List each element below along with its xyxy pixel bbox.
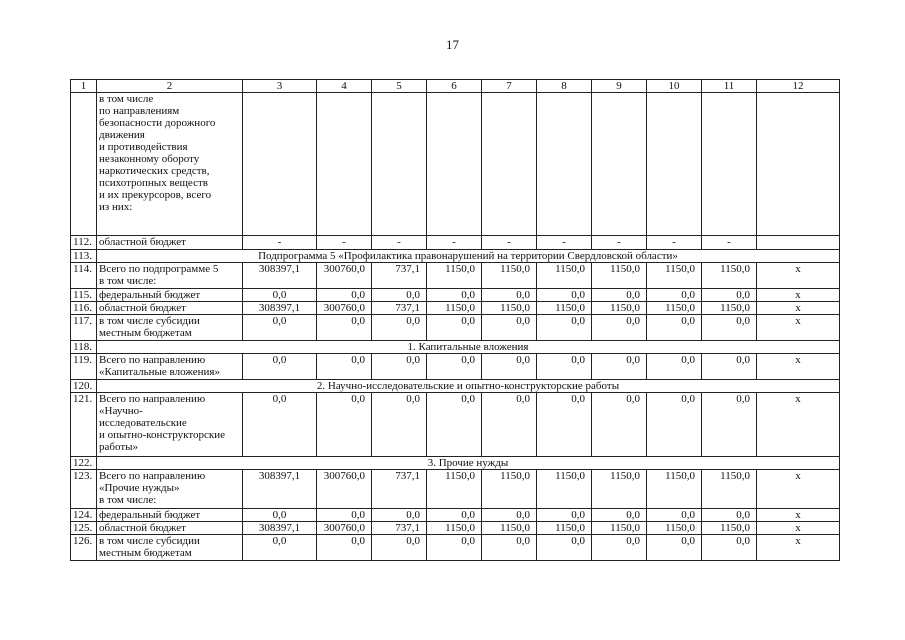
value-cell: 0,0 [317, 289, 372, 302]
value-cell: 1150,0 [427, 470, 482, 509]
value-cell: 1150,0 [592, 302, 647, 315]
page-number: 17 [446, 37, 459, 52]
section-row [71, 250, 840, 263]
section-row [71, 457, 840, 470]
row-number: 121. [71, 393, 97, 457]
value-cell [243, 93, 317, 236]
section-title: Подпрограмма 5 «Профилактика правонарушений на территории Свердловской области» [97, 250, 840, 263]
value-cell: 0,0 [427, 354, 482, 380]
value-cell: 0,0 [702, 393, 757, 457]
value-cell: 0,0 [592, 509, 647, 522]
value-cell [647, 93, 702, 236]
row-number: 115. [71, 289, 97, 302]
value-cell: 0,0 [482, 315, 537, 341]
value-cell: 0,0 [647, 509, 702, 522]
value-cell [317, 93, 372, 236]
value-cell: 300760,0 [317, 302, 372, 315]
value-cell: 308397,1 [243, 522, 317, 535]
value-cell: 0,0 [537, 509, 592, 522]
table-row [71, 470, 840, 509]
value-cell [702, 93, 757, 236]
row-number: 116. [71, 302, 97, 315]
note-cell: x [757, 470, 840, 509]
value-cell: - [647, 236, 702, 250]
row-number: 112. [71, 236, 97, 250]
row-label: Всего по направлению «Прочие нужды» в том числе: [97, 470, 243, 509]
value-cell [427, 93, 482, 236]
value-cell: 0,0 [482, 354, 537, 380]
value-cell: 1150,0 [647, 302, 702, 315]
value-cell: 0,0 [427, 535, 482, 561]
budget-table [70, 79, 840, 561]
value-cell: 0,0 [592, 315, 647, 341]
row-number: 119. [71, 354, 97, 380]
table-row [71, 302, 840, 315]
section-title: 3. Прочие нужды [97, 457, 840, 470]
value-cell: 0,0 [427, 315, 482, 341]
value-cell [592, 93, 647, 236]
value-cell: 737,1 [372, 302, 427, 315]
value-cell: 0,0 [372, 289, 427, 302]
row-number: 122. [71, 457, 97, 470]
value-cell: 1150,0 [537, 470, 592, 509]
value-cell: - [243, 236, 317, 250]
table-row [71, 393, 840, 457]
row-number: 124. [71, 509, 97, 522]
row-number: 126. [71, 535, 97, 561]
value-cell: 1150,0 [702, 263, 757, 289]
note-cell: x [757, 302, 840, 315]
row-label: Всего по подпрограмме 5 в том числе: [97, 263, 243, 289]
value-cell: 1150,0 [647, 522, 702, 535]
row-label: в том числе субсидии местным бюджетам [97, 315, 243, 341]
table-row [71, 509, 840, 522]
header-cell: 6 [427, 80, 482, 93]
value-cell: 1150,0 [592, 522, 647, 535]
value-cell: 1150,0 [702, 302, 757, 315]
note-cell: x [757, 354, 840, 380]
value-cell: 0,0 [427, 289, 482, 302]
header-cell: 8 [537, 80, 592, 93]
value-cell: 0,0 [372, 315, 427, 341]
section-title: 2. Научно-исследовательские и опытно-конструкторские работы [97, 380, 840, 393]
value-cell: - [592, 236, 647, 250]
value-cell: 0,0 [427, 509, 482, 522]
value-cell: 1150,0 [592, 263, 647, 289]
value-cell: 0,0 [537, 315, 592, 341]
value-cell: 0,0 [702, 535, 757, 561]
value-cell: 308397,1 [243, 470, 317, 509]
value-cell: 1150,0 [537, 302, 592, 315]
value-cell: 300760,0 [317, 263, 372, 289]
table-row [71, 535, 840, 561]
table-row [71, 522, 840, 535]
row-label: областной бюджет [97, 302, 243, 315]
value-cell: 308397,1 [243, 263, 317, 289]
table-row [71, 236, 840, 250]
table-row [71, 354, 840, 380]
value-cell: 0,0 [592, 393, 647, 457]
header-cell: 4 [317, 80, 372, 93]
value-cell: 0,0 [482, 535, 537, 561]
value-cell: 0,0 [702, 315, 757, 341]
header-cell: 12 [757, 80, 840, 93]
note-cell: x [757, 315, 840, 341]
section-row [71, 380, 840, 393]
section-title: 1. Капитальные вложения [97, 341, 840, 354]
value-cell: 0,0 [372, 535, 427, 561]
value-cell: 0,0 [243, 289, 317, 302]
note-cell: x [757, 535, 840, 561]
value-cell: 0,0 [243, 315, 317, 341]
row-label: областной бюджет [97, 522, 243, 535]
value-cell: 0,0 [537, 535, 592, 561]
value-cell: 308397,1 [243, 302, 317, 315]
value-cell [482, 93, 537, 236]
value-cell: 0,0 [482, 509, 537, 522]
value-cell: 1150,0 [647, 263, 702, 289]
value-cell: 1150,0 [537, 263, 592, 289]
value-cell: 0,0 [317, 315, 372, 341]
header-row [71, 80, 840, 93]
value-cell [537, 93, 592, 236]
note-cell: x [757, 263, 840, 289]
row-label: в том числе субсидии местным бюджетам [97, 535, 243, 561]
value-cell: - [702, 236, 757, 250]
header-cell: 7 [482, 80, 537, 93]
value-cell: - [372, 236, 427, 250]
value-cell: 0,0 [427, 393, 482, 457]
header-cell: 1 [71, 80, 97, 93]
note-cell [757, 93, 840, 236]
value-cell: 737,1 [372, 263, 427, 289]
value-cell: 0,0 [243, 354, 317, 380]
value-cell: 0,0 [702, 509, 757, 522]
value-cell: 0,0 [537, 289, 592, 302]
row-number [71, 93, 97, 236]
row-label: в том числе по направлениям безопасности дорожного движения и противодействия незаконному обороту наркотических средств, психотропных веществ и их прекурсоров, всего из них: [97, 93, 243, 236]
value-cell: 1150,0 [482, 302, 537, 315]
table-row [71, 93, 840, 236]
row-label: федеральный бюджет [97, 509, 243, 522]
row-number: 123. [71, 470, 97, 509]
note-cell: x [757, 509, 840, 522]
table-row [71, 263, 840, 289]
table-row [71, 289, 840, 302]
value-cell: 0,0 [647, 354, 702, 380]
value-cell: 1150,0 [427, 522, 482, 535]
value-cell: 0,0 [647, 315, 702, 341]
value-cell: - [537, 236, 592, 250]
value-cell: 0,0 [482, 393, 537, 457]
note-cell: x [757, 522, 840, 535]
value-cell: 0,0 [243, 535, 317, 561]
value-cell: 0,0 [372, 509, 427, 522]
value-cell: 0,0 [317, 509, 372, 522]
value-cell: 0,0 [372, 393, 427, 457]
row-label: Всего по направлению «Научно- исследовательские и опытно-конструкторские работы» [97, 393, 243, 457]
value-cell: 0,0 [482, 289, 537, 302]
value-cell: 1150,0 [537, 522, 592, 535]
section-row [71, 341, 840, 354]
value-cell: 1150,0 [647, 470, 702, 509]
value-cell: 0,0 [592, 354, 647, 380]
value-cell: 1150,0 [702, 522, 757, 535]
value-cell: 0,0 [592, 535, 647, 561]
value-cell: 0,0 [243, 393, 317, 457]
row-number: 118. [71, 341, 97, 354]
value-cell: 1150,0 [482, 263, 537, 289]
header-cell: 3 [243, 80, 317, 93]
value-cell: 0,0 [537, 354, 592, 380]
row-label: федеральный бюджет [97, 289, 243, 302]
value-cell: 1150,0 [702, 470, 757, 509]
note-cell [757, 236, 840, 250]
row-label: областной бюджет [97, 236, 243, 250]
value-cell: - [427, 236, 482, 250]
value-cell: 1150,0 [592, 470, 647, 509]
value-cell: 0,0 [537, 393, 592, 457]
value-cell: 737,1 [372, 470, 427, 509]
header-cell: 10 [647, 80, 702, 93]
row-number: 125. [71, 522, 97, 535]
header-cell: 11 [702, 80, 757, 93]
value-cell: 0,0 [702, 289, 757, 302]
header-cell: 5 [372, 80, 427, 93]
row-number: 113. [71, 250, 97, 263]
value-cell: 0,0 [317, 535, 372, 561]
value-cell: 1150,0 [427, 302, 482, 315]
value-cell: 300760,0 [317, 522, 372, 535]
row-number: 120. [71, 380, 97, 393]
value-cell: 0,0 [243, 509, 317, 522]
note-cell: x [757, 393, 840, 457]
value-cell: - [317, 236, 372, 250]
value-cell: 300760,0 [317, 470, 372, 509]
value-cell: 0,0 [592, 289, 647, 302]
row-number: 117. [71, 315, 97, 341]
value-cell: 0,0 [317, 354, 372, 380]
value-cell: 0,0 [647, 535, 702, 561]
row-number: 114. [71, 263, 97, 289]
value-cell: 0,0 [702, 354, 757, 380]
table-row [71, 315, 840, 341]
value-cell: 0,0 [317, 393, 372, 457]
value-cell: 0,0 [647, 393, 702, 457]
note-cell: x [757, 289, 840, 302]
header-cell: 2 [97, 80, 243, 93]
value-cell: 0,0 [372, 354, 427, 380]
value-cell: - [482, 236, 537, 250]
value-cell: 0,0 [647, 289, 702, 302]
value-cell: 1150,0 [482, 470, 537, 509]
row-label: Всего по направлению «Капитальные вложения» [97, 354, 243, 380]
value-cell: 737,1 [372, 522, 427, 535]
header-cell: 9 [592, 80, 647, 93]
value-cell: 1150,0 [482, 522, 537, 535]
table-body [71, 80, 840, 561]
value-cell: 1150,0 [427, 263, 482, 289]
value-cell [372, 93, 427, 236]
